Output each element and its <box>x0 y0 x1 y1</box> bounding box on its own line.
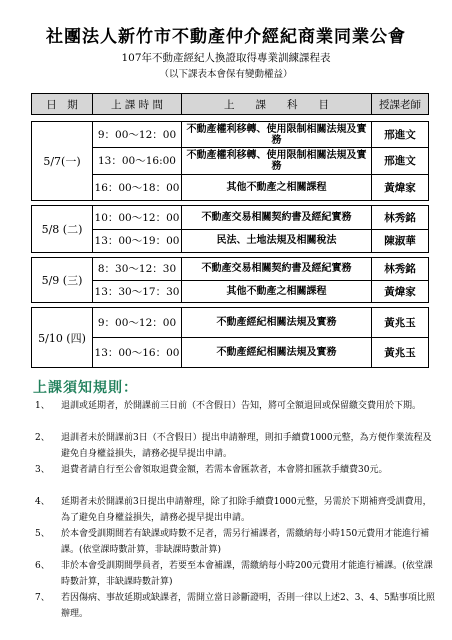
table-row <box>93 175 428 200</box>
document-subtitle: 107年不動產經紀人換證取得專業訓練課程表 <box>121 52 331 64</box>
cell-time: 13：00～16:00 <box>93 148 182 173</box>
rule-item <box>35 494 435 526</box>
cell-teacher: 黃煒家 <box>384 285 416 298</box>
rule-number: 7、 <box>35 593 50 603</box>
header-teacher: 授課老師 <box>379 98 421 111</box>
group-date: 5/8 (二) <box>32 206 93 252</box>
header-time: 上 課 時 間 <box>93 94 182 114</box>
schedule-table <box>31 93 429 359</box>
cell-teacher: 陳淑華 <box>384 235 416 248</box>
rule-item <box>35 462 435 478</box>
cell-teacher: 邢進文 <box>384 155 416 168</box>
cell-time: 9：00～12：00 <box>93 308 182 337</box>
cell-teacher: 林秀銘 <box>384 211 416 224</box>
rule-text: 若因傷病、事故延期或缺課者，需開立當日診斷證明，否則一律以上述2、3、4、5點事項比照辦理。 <box>61 593 435 619</box>
cell-subject: 民法、土地法規及相關稅法 <box>182 230 372 253</box>
rules-heading: 上課須知規則： <box>33 380 138 396</box>
table-row <box>93 338 428 367</box>
header-subject: 上 課 科 目 <box>182 94 372 114</box>
cell-teacher: 林秀銘 <box>384 263 416 276</box>
rule-number: 5、 <box>35 529 50 539</box>
schedule-group-5-8 <box>31 205 429 253</box>
cell-subject: 不動產交易相關契約書及經紀實務 <box>182 206 372 229</box>
schedule-group-5-7 <box>31 121 429 201</box>
rule-number: 6、 <box>35 561 50 571</box>
group-date: 5/7(一) <box>32 122 93 200</box>
cell-subject: 其他不動產之相關課程 <box>182 281 372 303</box>
rule-text: 退訓或延期者，於開課前三日前（不含假日）告知，將可全額退回或保留繳交費用於下期。 <box>61 401 422 411</box>
cell-subject: 不動產經紀相關法規及實務 <box>182 338 372 367</box>
table-row <box>93 206 428 230</box>
table-row <box>93 258 428 281</box>
rights-note: （以下課表本會保有變動權益） <box>159 69 293 80</box>
table-row <box>93 230 428 253</box>
cell-time: 13：30～17：30 <box>93 281 182 303</box>
rule-item <box>35 590 435 622</box>
cell-teacher: 黃兆玉 <box>384 347 416 359</box>
rule-item <box>35 526 435 558</box>
cell-subject: 不動產權利移轉、使用限制相關法規及實務 <box>182 148 372 173</box>
table-header-row <box>31 93 429 115</box>
rule-item <box>35 430 435 462</box>
rule-number: 4、 <box>35 497 50 507</box>
cell-subject: 不動產交易相關契約書及經紀實務 <box>182 258 372 280</box>
table-row <box>93 122 428 148</box>
cell-subject: 不動產權利移轉、使用限制相關法規及實務 <box>182 122 372 147</box>
schedule-group-5-10 <box>31 307 429 368</box>
cell-time: 10：00～12：00 <box>93 206 182 229</box>
rule-item <box>35 398 435 414</box>
cell-subject: 不動產經紀相關法規及實務 <box>182 308 372 337</box>
schedule-group-5-9 <box>31 257 429 303</box>
table-row <box>93 308 428 338</box>
table-row <box>93 148 428 174</box>
cell-teacher: 邢進文 <box>384 129 416 142</box>
rule-text: 退訓者未於開課前3日（不含假日）提出申請辦理，則扣手續費1000元整，為方便作業流程及避免自身權益損失，請務必提早提出申請。 <box>61 433 432 459</box>
rule-number: 2、 <box>35 433 50 443</box>
cell-time: 13：00～16：00 <box>93 338 182 367</box>
group-date: 5/10 (四) <box>32 308 93 367</box>
table-row <box>93 281 428 303</box>
cell-subject: 其他不動產之相關課程 <box>182 175 372 200</box>
rule-text: 非於本會受訓期間學員者，若要至本會補課，需繳納每小時200元費用才能進行補課。(依堂課時數計算，非缺課時數計算) <box>61 561 433 587</box>
group-date: 5/9 (三) <box>32 258 93 302</box>
rule-item <box>35 558 435 590</box>
rule-text: 延期者未於開課前3日提出申請辦理，除了扣除手續費1000元整，另需於下期補齊受訓費用，為了避免自身權益損失，請務必提早提出申請。 <box>61 497 432 523</box>
rule-number: 1、 <box>35 401 50 411</box>
rule-text: 退費者請自行至公會領取退費金額，若需本會匯款者，本會將扣匯款手續費30元。 <box>61 465 388 475</box>
cell-time: 13：00～19：00 <box>93 230 182 253</box>
document-title: 社團法人新竹市不動產仲介經紀商業同業公會 <box>46 27 406 47</box>
cell-time: 8：30～12：30 <box>93 258 182 280</box>
header-date: 日 期 <box>32 94 93 114</box>
cell-teacher: 黃煒家 <box>384 181 416 194</box>
cell-time: 9：00～12：00 <box>93 122 182 147</box>
cell-time: 16：00～18：00 <box>93 175 182 200</box>
cell-teacher: 黃兆玉 <box>384 317 416 329</box>
rule-text: 於本會受訓期間若有缺課或時數不足者，需另行補課者，需繳納每小時150元費用才能進行補課。(依堂課時數計算，非缺課時數計算) <box>61 529 430 555</box>
rule-number: 3、 <box>35 465 50 475</box>
